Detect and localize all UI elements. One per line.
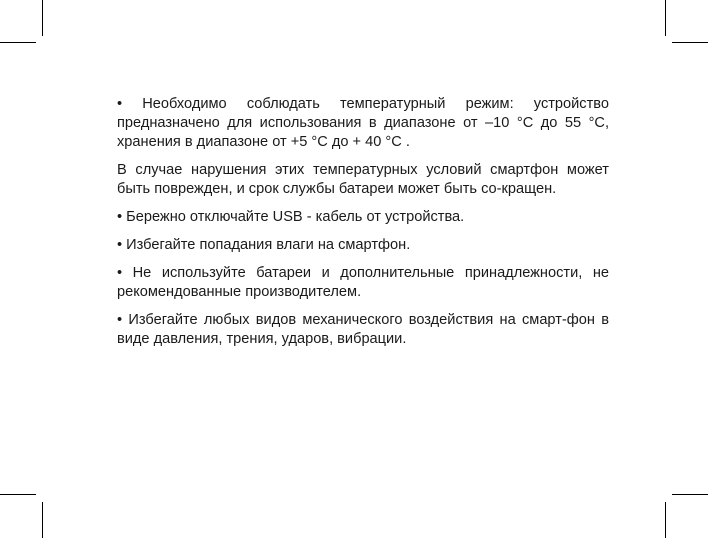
crop-mark-top-right-horizontal bbox=[672, 42, 708, 43]
paragraph-mechanical-impact: • Избегайте любых видов механического воздействия на смарт-фон в виде давления, трения, ударов, вибрации. bbox=[117, 312, 609, 347]
crop-mark-bottom-right-vertical bbox=[665, 502, 666, 538]
paragraph-temperature-violation: В случае нарушения этих температурных условий смартфон может быть поврежден, и срок службы батареи может быть со-кращен. bbox=[117, 162, 609, 197]
page-content bbox=[117, 95, 609, 358]
crop-mark-bottom-left-vertical bbox=[42, 502, 43, 538]
crop-mark-bottom-right-horizontal bbox=[672, 494, 708, 495]
crop-mark-top-left-vertical bbox=[42, 0, 43, 36]
crop-mark-top-right-vertical bbox=[665, 0, 666, 36]
paragraph-moisture: • Избегайте попадания влаги на смартфон. bbox=[117, 237, 411, 253]
crop-mark-top-left-horizontal bbox=[0, 42, 36, 43]
paragraph-temperature-mode: • Необходимо соблюдать температурный режим: устройство предназначено для использования в диапазоне от –10 °C до 55 °C, хранения в диапазоне от +5 °C до + 40 °C . bbox=[117, 96, 609, 150]
paragraph-usb-cable: • Бережно отключайте USB - кабель от устройства. bbox=[117, 209, 465, 225]
paragraph-accessories: • Не используйте батареи и дополнительные принадлежности, не рекомендованные производителем. bbox=[117, 265, 609, 300]
crop-mark-bottom-left-horizontal bbox=[0, 494, 36, 495]
